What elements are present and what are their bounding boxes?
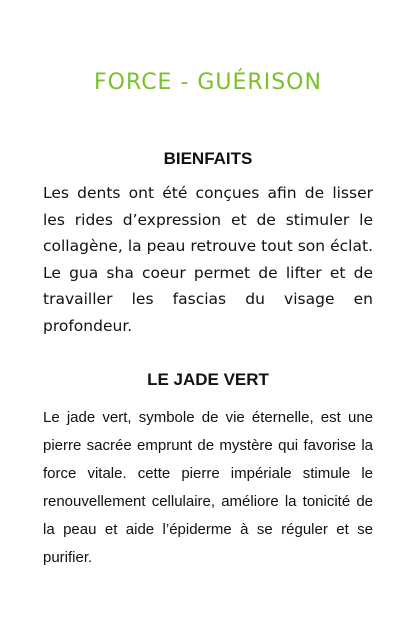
section-text-jade-vert: Le jade vert, symbole de vie éternelle, est une pierre sacrée emprunt de mystère qui favorise la force vitale. cette pierre impériale stimule le renouvellement cellulaire, améliore la tonicité de la peau et aide l’épiderme à se réguler et se purifier. — [43, 409, 373, 566]
section-heading-bienfaits: BIENFAITS — [163, 149, 253, 168]
section-heading-jade-vert: LE JADE VERT — [147, 370, 269, 389]
section-text-bienfaits: Les dents ont été conçues afin de lisser les rides d’expression et de stimuler le collagène, la peau retrouve tout son éclat. Le gua sha coeur permet de lifter et de travailler les fascias du visage en profondeur. — [43, 184, 373, 335]
page-title: FORCE - GUÉRISON — [94, 70, 322, 95]
